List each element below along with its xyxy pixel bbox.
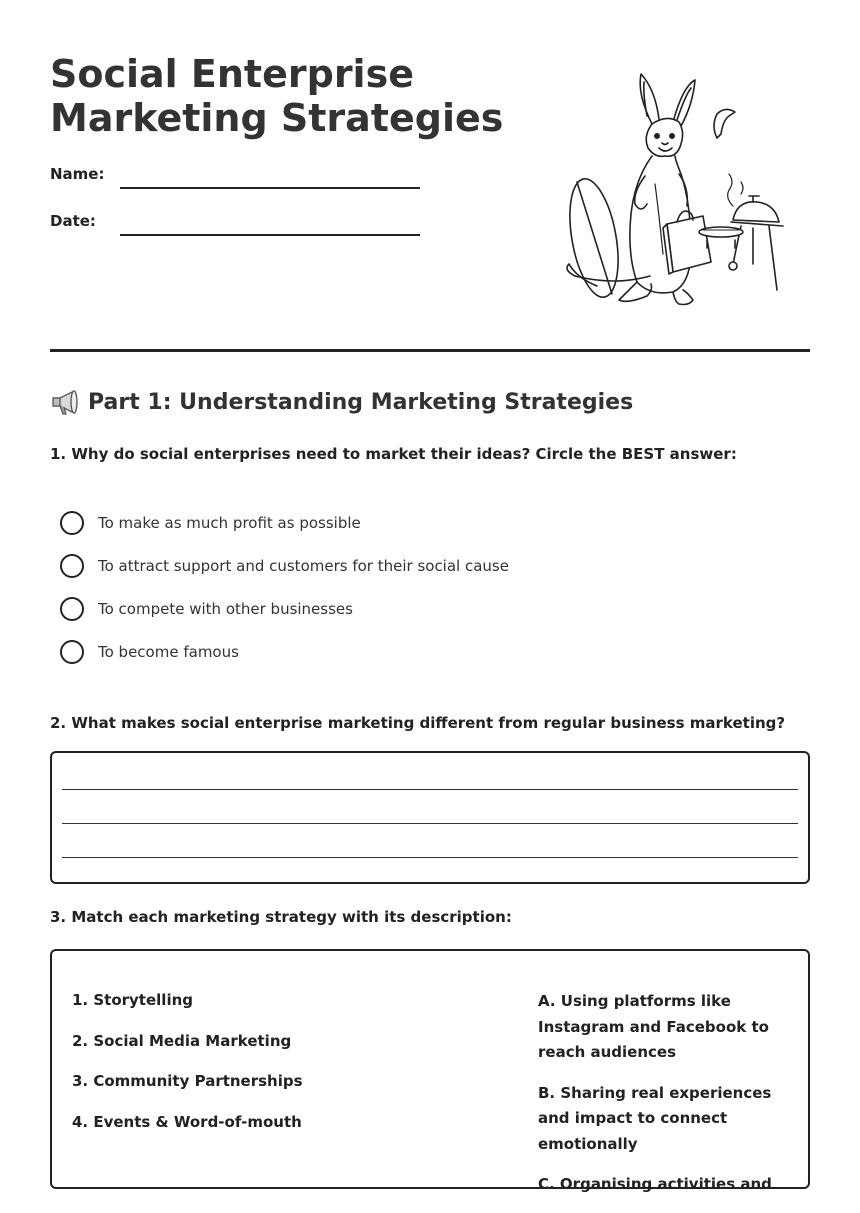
radio-circle[interactable] bbox=[60, 511, 84, 535]
worksheet-header bbox=[50, 0, 810, 352]
question-2: 2. What makes social enterprise marketing different from regular business marketing? bbox=[50, 714, 786, 732]
worksheet-page bbox=[50, 0, 810, 1193]
name-label: Name: bbox=[50, 165, 105, 183]
descriptions-column bbox=[538, 989, 798, 1213]
worksheet-title bbox=[50, 52, 520, 140]
q1-option-label: To make as much profit as possible bbox=[98, 514, 361, 532]
answer-line[interactable] bbox=[62, 823, 798, 824]
q1-option-label: To attract support and customers for their social cause bbox=[98, 557, 509, 575]
radio-circle[interactable] bbox=[60, 554, 84, 578]
radio-circle[interactable] bbox=[60, 640, 84, 664]
answer-line[interactable] bbox=[62, 857, 798, 858]
strategy-item[interactable]: 1. Storytelling bbox=[72, 991, 193, 1009]
question-3: 3. Match each marketing strategy with its description: bbox=[50, 908, 512, 926]
answer-line[interactable] bbox=[62, 789, 798, 790]
megaphone-icon bbox=[50, 386, 82, 418]
date-label: Date: bbox=[50, 212, 96, 230]
title-line-1: Social Enterprise bbox=[50, 52, 414, 96]
q1-option-label: To compete with other businesses bbox=[98, 600, 353, 618]
matching-box bbox=[50, 949, 810, 1193]
part1-title: Part 1: Understanding Marketing Strategies bbox=[88, 389, 634, 415]
q1-option-2[interactable] bbox=[60, 554, 509, 578]
question-1: 1. Why do social enterprises need to market their ideas? Circle the BEST answer: bbox=[50, 445, 737, 463]
strategy-item[interactable]: 2. Social Media Marketing bbox=[72, 1032, 292, 1050]
q1-option-4[interactable] bbox=[60, 640, 239, 664]
q1-option-label: To become famous bbox=[98, 643, 239, 661]
radio-circle[interactable] bbox=[60, 597, 84, 621]
date-field[interactable] bbox=[120, 234, 420, 236]
name-field[interactable] bbox=[120, 187, 420, 189]
q2-answer-box[interactable] bbox=[50, 751, 810, 884]
description-item[interactable]: A. Using platforms like Instagram and Facebook to reach audiences bbox=[538, 992, 769, 1061]
part1-heading bbox=[50, 386, 633, 418]
strategy-item[interactable]: 3. Community Partnerships bbox=[72, 1072, 303, 1090]
description-item[interactable]: B. Sharing real experiences and impact to connect emotionally bbox=[538, 1083, 772, 1153]
description-item[interactable]: C. Organising activities and bbox=[538, 1175, 772, 1193]
kangaroo-illustration bbox=[555, 64, 800, 314]
strategy-item[interactable]: 4. Events & Word-of-mouth bbox=[72, 1113, 302, 1131]
q1-option-3[interactable] bbox=[60, 597, 353, 621]
q1-option-1[interactable] bbox=[60, 511, 361, 535]
title-line-2: Marketing Strategies bbox=[50, 96, 504, 140]
